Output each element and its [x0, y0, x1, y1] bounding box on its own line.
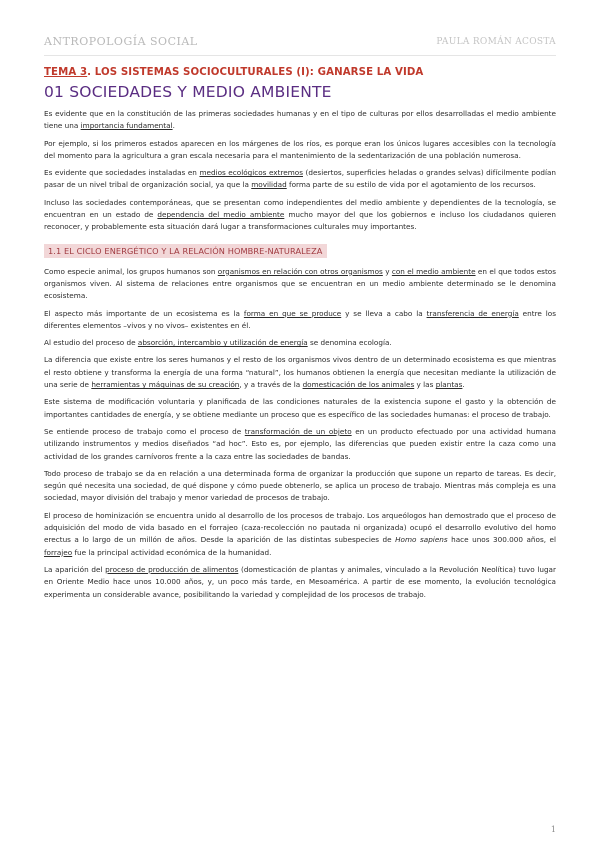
text-run: Incluso las sociedades contemporáneas, que se presentan como independientes del medio ambiente y dependientes de la tecnología, se encuentran en un estado de	[44, 197, 556, 220]
text-run: en el que todos estos organismos viven. Al sistema de relaciones entre organismos que se encuentran en un medio ambiente determinado se le denomina ecosistema.	[44, 266, 556, 301]
paragraph-3	[44, 167, 556, 192]
paragraph-2	[44, 138, 556, 163]
text-run: .	[462, 380, 465, 390]
text-run: Por ejemplo, si los primeros estados aparecen en los márgenes de los ríos, es porque eran los únicos lugares accesibles con la tecnología del momento para la agricultura a gran escala necesaria para el mantenimiento de la sedentarización de una población numerosa.	[44, 138, 556, 160]
topic-rest: . LOS SISTEMAS SOCIOCULTURALES (I): GANARSE LA VIDA	[87, 67, 424, 78]
text-run: Todo proceso de trabajo se da en relación a una determinada forma de organizar la producción que supone un reparto de tareas. Es decir, según qué necesita una sociedad, de qué dispone y cómo puede obtenerlo, se aplica un proceso de trabajo. Mientras más compleja es una sociedad, mayor división del trabajo y menor variedad de procesos de trabajo.	[44, 468, 556, 503]
paragraph-8	[44, 354, 556, 391]
text-run: se denomina ecología.	[307, 338, 392, 348]
underlined-term: herramientas y máquinas de su creación	[91, 380, 240, 390]
page-content	[44, 64, 556, 606]
paragraph-1	[44, 108, 556, 133]
paragraph-9	[44, 396, 556, 421]
text-run: y las	[414, 380, 436, 390]
underlined-term: dependencia del medio ambiente	[157, 210, 285, 220]
underlined-term: movilidad	[251, 180, 287, 190]
underlined-term: plantas	[435, 380, 463, 390]
underlined-term: con el medio ambiente	[391, 266, 476, 276]
page-number: 1	[550, 825, 556, 834]
header-subject: ANTROPOLOGÍA SOCIAL	[44, 35, 198, 48]
underlined-term: domesticación de los animales	[302, 380, 415, 390]
text-run: El proceso de hominización se encuentra unido al desarrollo de los procesos de trabajo. Los arqueólogos han demostrado que el proceso de adquisición del modo de vida basado en el forrajeo (caza-recolección no pautada ni organizada) ocupó el desarrollo evolutivo del homo erectus a lo largo de un millón de años. Desde la aparición de las distintas subespecies de	[44, 510, 556, 545]
underlined-term: transformación de un objeto	[244, 426, 352, 436]
paragraph-13	[44, 564, 556, 601]
text-run: , y a través de la	[239, 380, 303, 390]
text-run: forma parte de su estilo de vida por el agotamiento de los recursos.	[286, 180, 536, 190]
text-run: .	[172, 121, 175, 131]
text-run: mucho mayor del que los gobiernos e incluso los ciudadanos quieren reconocer, y probablemente esta situación dará lugar a transformaciones culturales muy importantes.	[44, 210, 557, 232]
text-run: (desiertos, superficies heladas o grandes selvas) difícilmente podían pasar de un nivel tribal de organización social, ya que la	[44, 168, 556, 190]
text-run: en un producto efectuado por una actividad humana utilizando instrumentos y medios diseñados “ad hoc”. Esto es, por ejemplo, las diferencias que pueden existir entre la caza como una actividad de los grandes carnívoros frente a la caza entre las sociedades de bandas.	[44, 426, 556, 461]
header-divider	[44, 55, 556, 56]
paragraph-6	[44, 308, 556, 333]
text-run: fue la principal actividad económica de la humanidad.	[72, 547, 272, 557]
text-run: Como especie animal, los grupos humanos son	[44, 266, 218, 276]
header-author: PAULA ROMÁN ACOSTA	[436, 37, 556, 47]
subsection-title: 1.1 EL CICLO ENERGÉTICO Y LA RELACIÓN HOMBRE-NATURALEZA	[44, 244, 327, 258]
text-run: y se lleva a cabo la	[341, 308, 427, 318]
text-run: La aparición del	[44, 564, 106, 574]
section-title: 01 SOCIEDADES Y MEDIO AMBIENTE	[44, 83, 332, 101]
text-run: Es evidente que en la constitución de las primeras sociedades humanas y en el tipo de culturas por ellos desarrolladas el medio ambiente tiene una	[44, 109, 556, 131]
paragraph-12	[44, 510, 556, 559]
paragraph-7	[44, 337, 556, 349]
underlined-term: medios ecológicos extremos	[199, 168, 303, 178]
text-run: Se entiende proceso de trabajo como el proceso de	[44, 426, 245, 436]
underlined-term: forma en que se produce	[243, 308, 342, 318]
topic-title	[44, 67, 556, 78]
italic-term: Homo sapiens	[395, 535, 448, 545]
underlined-term: organismos en relación con otros organismos	[217, 266, 383, 276]
text-run: Es evidente que sociedades instaladas en	[44, 168, 200, 178]
underlined-term: forrajeo	[44, 547, 73, 557]
text-run: Este sistema de modificación voluntaria y planificada de las condiciones naturales de la existencia supone el gasto y la obtención de importantes cantidades de energía, y se obtiene mediante un proceso que es específico de las sociedades humanas: el proceso de trabajo.	[44, 397, 556, 419]
paragraph-10	[44, 426, 556, 463]
text-run: hace unos 300.000 años, el	[447, 535, 556, 545]
underlined-term: proceso de producción de alimentos	[105, 564, 239, 574]
underlined-term: absorción, intercambio y utilización de energía	[137, 338, 308, 348]
paragraph-4	[44, 197, 556, 234]
paragraph-5	[44, 266, 556, 303]
text-run: entre los diferentes elementos –vivos y no vivos– existentes en él.	[44, 308, 556, 330]
topic-number: TEMA 3	[44, 67, 88, 78]
text-run: La diferencia que existe entre los seres humanos y el resto de los organismos vivos dentro de un determinado ecosistema es que mientras el resto obtiene y transforma la energía de una forma “natural”, los humanos obtienen la energía que necesitan mediante la utilización de una serie de	[44, 355, 556, 390]
text-run: (domesticación de plantas y animales, vinculado a la Revolución Neolítica) tuvo lugar en Oriente Medio hace unos 10.000 años, y, un poco más tarde, en Mesoamérica. A partir de ese momento, la evolución tecnológica experimenta un considerable avance, posibilitando la variedad y complejidad de los procesos de trabajo.	[44, 564, 556, 599]
text-run: Al estudio del proceso de	[44, 338, 138, 348]
text-run: El aspecto más importante de un ecosistema es la	[44, 308, 244, 318]
text-run: y	[382, 266, 392, 276]
underlined-term: transferencia de energía	[426, 308, 519, 318]
paragraph-11	[44, 468, 556, 505]
underlined-term: importancia fundamental	[80, 121, 173, 131]
